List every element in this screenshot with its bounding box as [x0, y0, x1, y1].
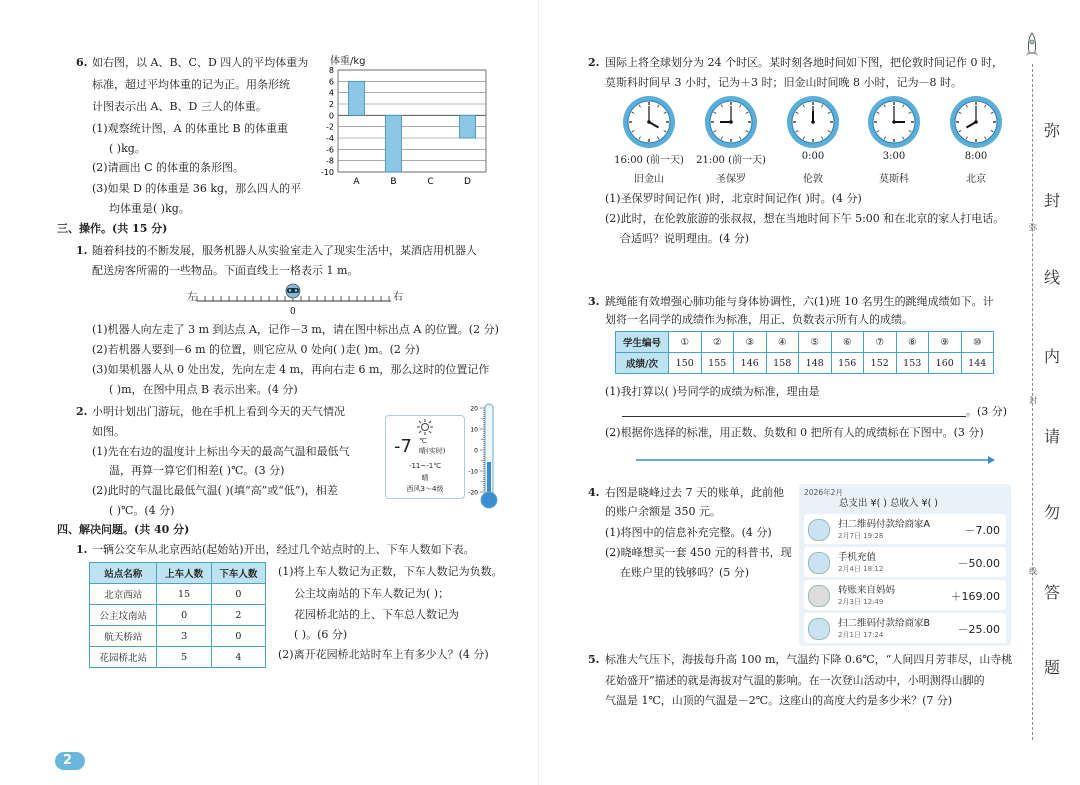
bill-item-amount: －7.00 — [964, 524, 1000, 537]
s3q2-part1b: 温，再算一算它们相差( )℃。(3 分) — [109, 464, 285, 477]
x-tick-label: C — [427, 177, 434, 187]
s3q2-part2b: ( )℃。(4 分) — [109, 504, 175, 517]
qr-pay-icon — [808, 519, 830, 541]
seal-char: 请 — [1044, 427, 1061, 446]
s3q1-part3b: ( )m，在图中用点 B 表示出来。(4 分) — [109, 383, 298, 396]
s3q2-number: 2. — [76, 405, 88, 418]
q6-part3b: 均体重是( )kg。 — [109, 202, 190, 215]
table-cell: ① — [669, 332, 702, 353]
table-cell: ⑦ — [864, 332, 897, 353]
thermo-label: 10 — [470, 426, 478, 434]
bill-item-amount: －50.00 — [957, 557, 1000, 570]
weight-bar-chart — [310, 62, 490, 192]
table-header: 成绩/次 — [616, 353, 669, 374]
q6-line2: 标准，超过平均体重的记为正。用条形统 — [92, 78, 290, 91]
s3q2-line2: 如图。 — [92, 425, 125, 438]
x-tick-label: D — [464, 177, 471, 187]
weather-wind: 西风3～4级 — [406, 485, 444, 493]
table-header: 学生编号 — [616, 332, 669, 353]
table-cell: 144 — [961, 353, 994, 374]
s3q2-part1a: (1)先在右边的温度计上标出今天的最高气温和最低气 — [92, 445, 350, 458]
table-row — [90, 647, 266, 668]
table-row — [90, 584, 266, 605]
seal-char: 题 — [1044, 658, 1061, 677]
table-cell: 2 — [211, 605, 265, 626]
rq2-part2a: (2)此时，在伦敦旅游的张叔叔，想在当地时间下午 5:00 和在北京的家人打电话。 — [605, 212, 1005, 225]
bill-item-title: 手机充值 — [838, 552, 877, 563]
rq2-number: 2. — [588, 56, 600, 69]
q6-part2: (2)请画出 C 的体重的条形图。 — [92, 161, 244, 174]
rq5-line2: 花始盛开”描述的就是海拔对气温的影响。在一次登山活动中，小明测得山脚的 — [605, 674, 985, 687]
weather-temp: -7 — [394, 436, 412, 457]
q6-part1a: (1)观察统计图，A 的体重比 B 的体重重 — [92, 122, 289, 135]
rq5-line3: 气温是 1℃，山顶的气温是－2℃。这座山的高度大约是多少米？(7 分) — [605, 694, 953, 707]
bar-D — [460, 115, 476, 138]
table-header: 站点名称 — [90, 563, 157, 584]
seal-char: 勿 — [1044, 503, 1061, 522]
bill-item-amount: ＋169.00 — [950, 590, 1000, 603]
clock-city: 伦敦 — [803, 174, 823, 185]
robot-icon — [286, 284, 300, 298]
table-cell: 150 — [669, 353, 702, 374]
qr-pay-icon — [808, 618, 830, 640]
chart-ylabel: 体重/kg — [330, 56, 366, 67]
s3q1-part3a: (3)如果机器人从 0 处出发，先向左走 4 m，再向右走 6 m，那么这时的位置记作 — [92, 363, 490, 376]
table-row — [616, 332, 994, 353]
table-cell: ⑨ — [929, 332, 962, 353]
s4q1-part1a: (1)将上车人数记为正数，下车人数记为负数。 — [278, 565, 503, 578]
rq3-line2: 划将一名同学的成绩作为标准，用正、负数表示所有人的成绩。 — [605, 313, 913, 326]
seal-char: 封 — [1044, 191, 1061, 210]
rq4-number: 4. — [588, 486, 600, 499]
s3q2-line1: 小明计划出门游玩，他在手机上看到今天的天气情况 — [92, 405, 345, 418]
bill-item-date: 2月4日 18:12 — [838, 565, 884, 573]
y-tick-label: 2 — [328, 100, 334, 109]
clock-icon — [621, 94, 677, 150]
table-row — [616, 353, 994, 374]
seal-small-char: 线 — [1029, 567, 1037, 576]
clock-time: 0:00 — [801, 151, 825, 162]
numberline-left-label: 左 — [187, 292, 197, 303]
s4q1-part1c: 花园桥北站的上、下车总人数记为 — [294, 608, 459, 621]
rq4-part2b: 在账户里的钱够吗？(5 分) — [620, 566, 750, 579]
rq5-number: 5. — [588, 653, 600, 666]
rq4-line1: 右图是晓峰过去 7 天的账单，此前他 — [605, 486, 784, 499]
table-cell: ③ — [734, 332, 767, 353]
seal-small-char: 封 — [1029, 396, 1037, 405]
y-tick-label: 4 — [328, 88, 334, 98]
table-cell: ⑧ — [896, 332, 929, 353]
table-cell: 15 — [157, 584, 211, 605]
y-tick-label: -6 — [326, 145, 334, 155]
thermo-label: -10 — [468, 468, 478, 476]
phone-topup-icon — [808, 552, 830, 574]
s4q1-part2: (2)离开花园桥北站时车上有多少人？(4 分) — [278, 648, 489, 661]
clock-icon — [948, 94, 1004, 150]
table-header: 上车人数 — [157, 563, 211, 584]
s3q1-line1: 随着科技的不断发展，服务机器人从实验室走入了现实生活中，某酒店用机器人 — [92, 244, 477, 257]
seal-char: 内 — [1044, 347, 1061, 366]
s3q1-part2: (2)若机器人要到－6 m 的位置，则它应从 0 处向( )走( )m。(2 分) — [92, 343, 420, 356]
table-cell: ⑥ — [831, 332, 864, 353]
thermometer — [465, 400, 505, 510]
weather-card — [385, 415, 465, 499]
table-cell: 146 — [734, 353, 767, 374]
table-cell: 5 — [157, 647, 211, 668]
rq5-line1: 标准大气压下，海拔每升高 100 m，气温约下降 0.6℃，“人间四月芳菲尽，山寺桃 — [605, 653, 1013, 666]
section4-title: 四、解决问题。(共 40 分) — [57, 523, 190, 536]
table-row — [90, 626, 266, 647]
s3q1-number: 1. — [76, 244, 88, 257]
table-cell: 3 — [157, 626, 211, 647]
bill-item-title: 扫二维码付款给商家A — [838, 519, 930, 530]
weather-unit: ℃ — [419, 437, 427, 445]
table-header-row — [90, 563, 266, 584]
table-cell: 160 — [929, 353, 962, 374]
bill-item-date: 2月7日 19:28 — [838, 532, 884, 540]
seal-char: 答 — [1044, 583, 1061, 602]
avatar-icon — [808, 585, 830, 607]
s3q1-line2: 配送房客所需的一些物品。下面直线上一格表示 1 m。 — [92, 264, 359, 277]
y-tick-label: -2 — [326, 122, 334, 132]
seal-char: 弥 — [1044, 121, 1061, 140]
s4q1-part1d: ( )。(6 分) — [294, 628, 348, 641]
rq2-part2b: 合适吗？说明理由。(4 分) — [620, 232, 750, 245]
rq2-part1: (1)圣保罗时间记作( )时，北京时间记作( )时。(4 分) — [605, 192, 862, 205]
bill-item — [804, 514, 1006, 544]
s4q1-number: 1. — [76, 543, 88, 556]
rq3-part1-end: 。(3 分) — [966, 405, 1008, 418]
rq4-part1: (1)将图中的信息补充完整。(4 分) — [605, 526, 772, 539]
clock-icon — [703, 94, 759, 150]
rq4-line2: 的账户余额是 350 元。 — [605, 505, 721, 518]
table-cell: 0 — [211, 626, 265, 647]
weather-condition: 晴 — [421, 474, 429, 482]
weather-range: -11~-1℃ — [408, 462, 442, 470]
page-number: 2 — [63, 753, 73, 768]
sun-icon — [417, 419, 433, 435]
rq3-part1: (1)我打算以( )号同学的成绩为标准，理由是 — [605, 385, 820, 398]
table-cell: 155 — [701, 353, 734, 374]
table-cell: 152 — [864, 353, 897, 374]
clock-time: 21:00 (前一天) — [696, 155, 766, 166]
numberline-zero: 0 — [290, 307, 296, 317]
bill-panel — [799, 484, 1011, 646]
y-tick-label: 8 — [328, 66, 334, 75]
rocket-icon — [1025, 32, 1039, 60]
y-tick-label: -4 — [326, 134, 334, 143]
rq2-line2: 莫斯科时间早 3 小时，记为＋3 时；旧金山时间晚 8 小时，记为－8 时。 — [605, 76, 962, 89]
clock-city: 圣保罗 — [716, 174, 746, 185]
y-tick-label: 6 — [328, 77, 334, 87]
bill-item — [804, 613, 1006, 643]
table-cell: 0 — [157, 605, 211, 626]
clock-city: 莫斯科 — [879, 174, 909, 185]
page-divider — [538, 0, 539, 785]
clock-time: 3:00 — [882, 151, 906, 162]
y-tick-label: 0 — [328, 111, 334, 121]
bill-item-amount: －25.00 — [957, 623, 1000, 636]
s3q2-part2a: (2)此时的气温比最低气温( )(填“高”或“低”)，相差 — [92, 484, 338, 497]
bill-item-title: 扫二维码付款给商家B — [838, 618, 931, 629]
table-cell: 花园桥北站 — [90, 647, 157, 668]
table-header: 下车人数 — [211, 563, 265, 584]
bill-item-title: 转账来自妈妈 — [838, 585, 896, 596]
bill-summary: 总支出 ¥( ) 总收入 ¥( ) — [839, 498, 939, 509]
rq3-line1: 跳绳能有效增强心肺功能与身体协调性，六(1)班 10 名男生的跳绳成绩如下。计 — [605, 295, 994, 308]
clock-icon — [866, 94, 922, 150]
table-cell: ④ — [766, 332, 799, 353]
table-cell: 北京西站 — [90, 584, 157, 605]
seal-small-char: 弥 — [1029, 223, 1037, 232]
bar-B — [386, 115, 402, 172]
section3-title: 三、操作。(共 15 分) — [57, 222, 168, 235]
q6-number: 6. — [76, 56, 88, 69]
thermo-label: 20 — [470, 405, 478, 413]
table-cell: 航天桥站 — [90, 626, 157, 647]
clock-city: 旧金山 — [634, 174, 664, 185]
bill-item — [804, 547, 1006, 577]
answer-line — [622, 416, 966, 417]
bus-table — [89, 562, 266, 668]
q6-part1b: ( )kg。 — [109, 142, 146, 155]
table-cell: 156 — [831, 353, 864, 374]
table-cell: ⑤ — [799, 332, 832, 353]
table-cell: 公主坟南站 — [90, 605, 157, 626]
x-tick-label: A — [353, 177, 360, 187]
y-tick-label: -10 — [320, 168, 334, 177]
numberline-right-label: 右 — [393, 292, 403, 303]
table-cell: 153 — [896, 353, 929, 374]
thermo-label: -20 — [468, 489, 478, 497]
blank-number-line — [636, 454, 996, 466]
bar-A — [349, 81, 365, 115]
table-cell: 158 — [766, 353, 799, 374]
bill-item-date: 2月3日 12:49 — [838, 598, 884, 606]
table-cell: ⑩ — [961, 332, 994, 353]
clock-icon — [785, 94, 841, 150]
table-row — [90, 605, 266, 626]
s4q1-line1: 一辆公交车从北京西站(起始站)开出，经过几个站点时的上、下车人数如下表。 — [92, 543, 475, 556]
s4q1-part1b: 公主坟南站的下车人数记为( )； — [294, 587, 450, 600]
weather-now: 晴(实时) — [419, 447, 446, 455]
bill-item — [804, 580, 1006, 610]
bill-month: 2026年2月 — [804, 488, 843, 497]
score-table — [615, 331, 994, 374]
clock-time: 8:00 — [964, 151, 988, 162]
y-tick-label: -8 — [326, 156, 334, 166]
seal-char: 线 — [1044, 268, 1061, 287]
q6-line1: 如右图，以 A、B、C、D 四人的平均体重为 — [92, 56, 309, 69]
rq4-part2a: (2)晓峰想买一套 450 元的科普书，现 — [605, 546, 792, 559]
q6-line3: 计图表示出 A、B、D 三人的体重。 — [92, 100, 267, 113]
clock-city: 北京 — [966, 174, 986, 185]
rq2-line1: 国际上将全球划分为 24 个时区。某时刻各地时间如下图，把伦敦时间记作 0 时， — [605, 56, 1003, 69]
rq3-number: 3. — [588, 295, 600, 308]
thermo-label: 0 — [474, 447, 478, 455]
table-cell: 0 — [211, 584, 265, 605]
table-cell: ② — [701, 332, 734, 353]
table-cell: 4 — [211, 647, 265, 668]
clock-time: 16:00 (前一天) — [614, 155, 684, 166]
rq3-part2: (2)根据你选择的标准，用正数、负数和 0 把所有人的成绩标在下图中。(3 分) — [605, 426, 984, 439]
s3q1-part1: (1)机器人向左走了 3 m 到达点 A，记作－3 m，请在图中标出点 A 的位置。(2 分) — [92, 323, 499, 336]
bill-item-date: 2月1日 17:24 — [838, 631, 884, 639]
x-tick-label: B — [390, 177, 397, 187]
table-cell: 148 — [799, 353, 832, 374]
q6-part3a: (3)如果 D 的体重是 36 kg，那么四人的平 — [92, 182, 302, 195]
